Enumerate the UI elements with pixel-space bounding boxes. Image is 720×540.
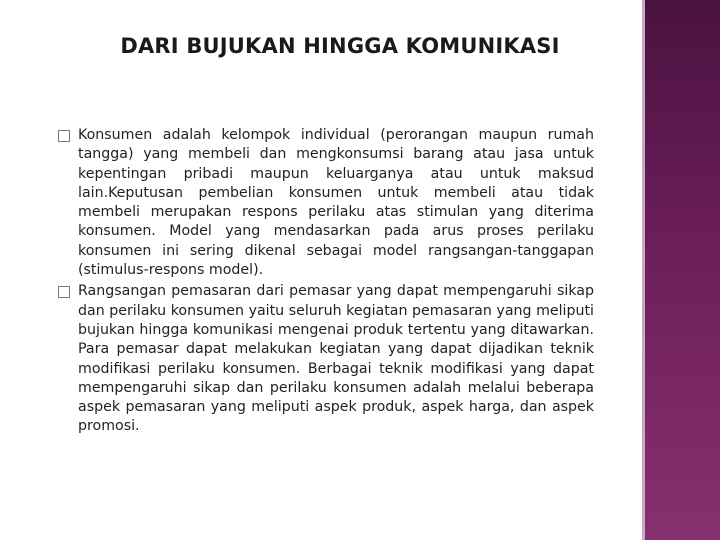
decorative-side-bar — [642, 0, 720, 540]
square-bullet-icon — [58, 126, 78, 150]
bullet-item — [58, 282, 594, 436]
bullet-item — [58, 126, 594, 280]
bullet-text: Rangsangan pemasaran dari pemasar yang dapat mempengaruhi sikap dan perilaku konsumen yaitu seluruh kegiatan pemasaran yang meliputi bujukan hingga komunikasi mengenai produk tertentu yang ditawarkan. Para pemasar dapat melakukan kegiatan yang dapat dijadikan teknik modifikasi perilaku konsumen. Berbagai teknik modifikasi yang dapat mempengaruhi sikap dan perilaku konsumen adalah melalui beberapa aspek pemasaran yang meliputi aspek produk, aspek harga, dan aspek promosi. — [78, 283, 594, 435]
side-bar-edge — [642, 0, 645, 540]
bullet-text: Konsumen adalah kelompok individual (perorangan maupun rumah tangga) yang membeli dan mengkonsumsi barang atau jasa untuk kepentingan pribadi maupun keluarganya atau untuk maksud lain.Keputusan pembelian konsumen untuk membeli atau tidak membeli merupakan respons perilaku atas stimulan yang diterima konsumen. Model yang mendasarkan pada arus proses perilaku konsumen ini sering dikenal sebagai model rangsangan-tanggapan (stimulus-respons model). — [78, 127, 594, 279]
square-bullet-icon — [58, 282, 78, 306]
bullet-list — [58, 126, 594, 439]
slide-title: DARI BUJUKAN HINGGA KOMUNIKASI — [120, 34, 560, 58]
